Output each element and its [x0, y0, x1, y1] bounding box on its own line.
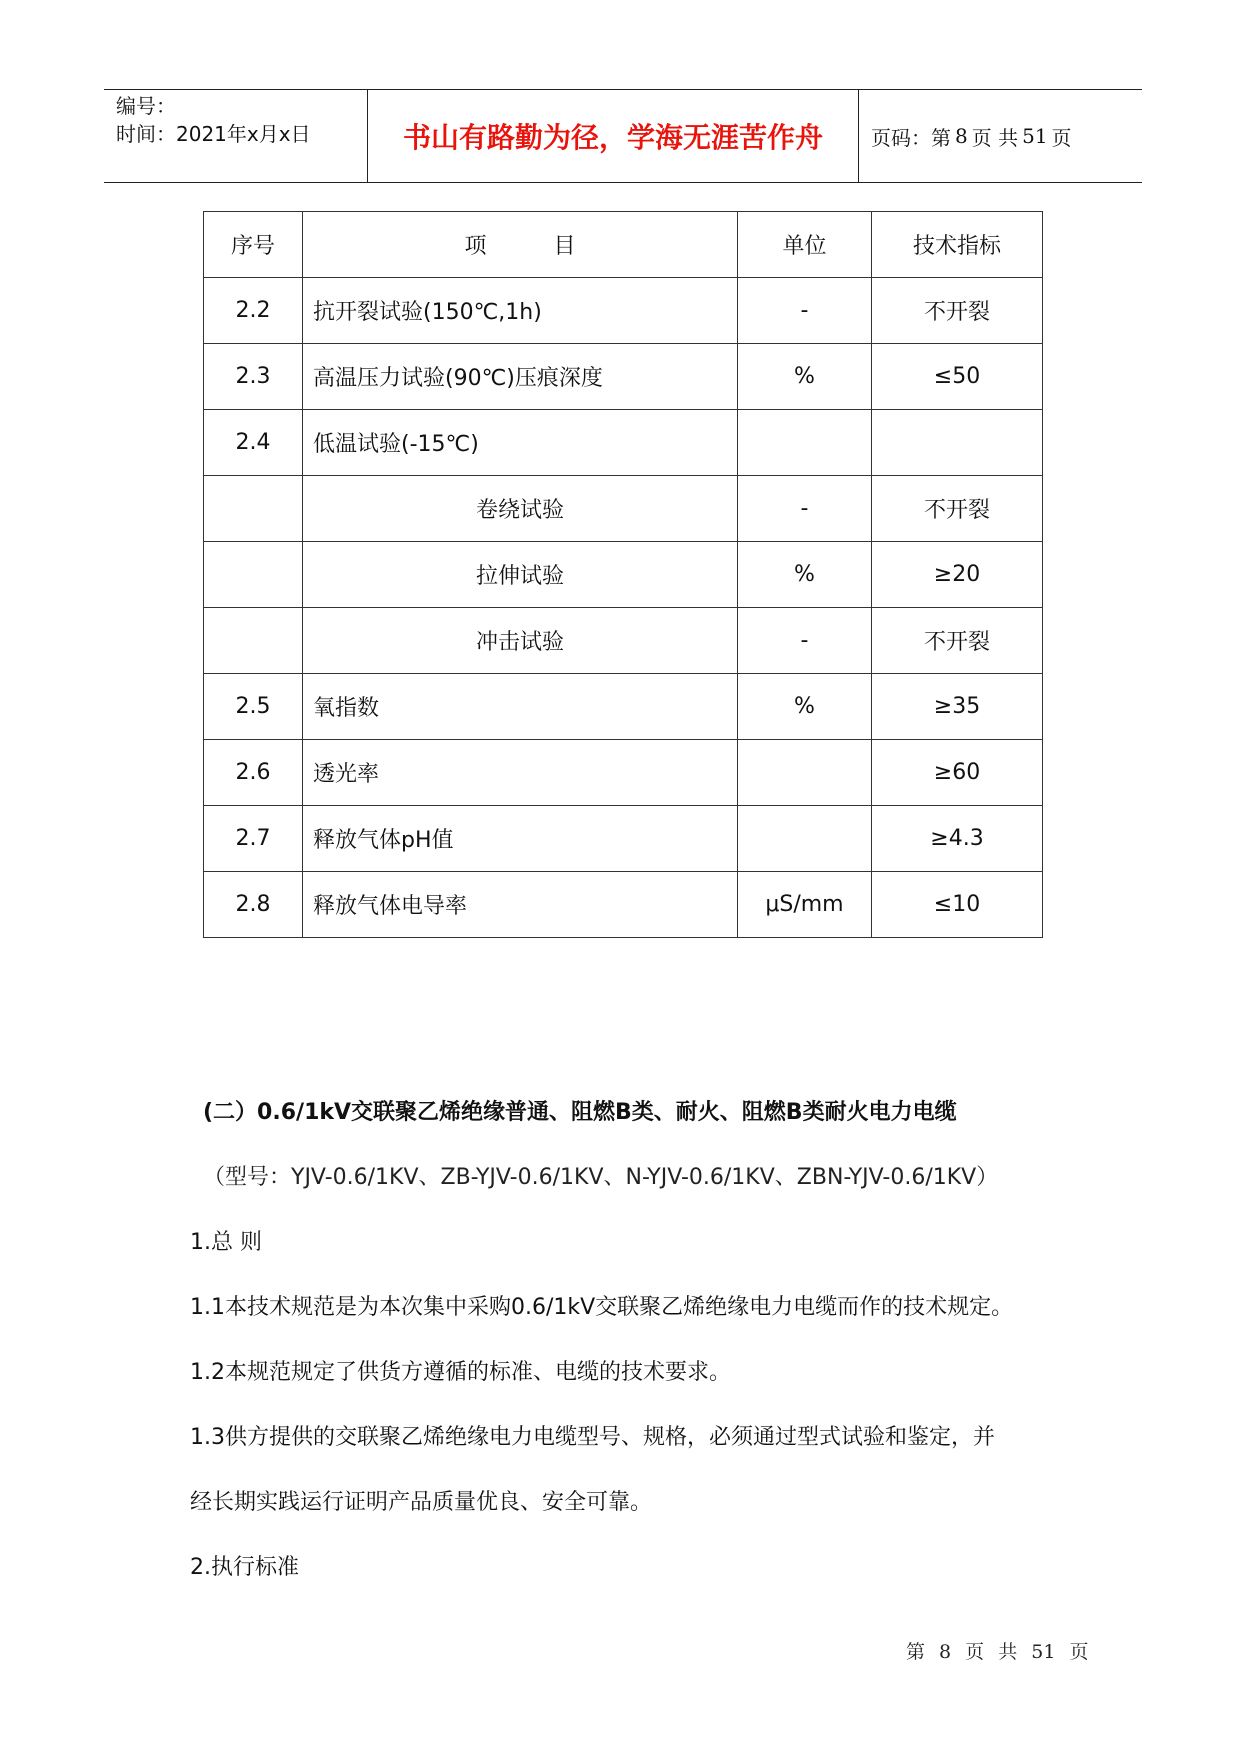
table-header-row	[204, 212, 1043, 278]
cell-tech: ≥4.3	[872, 806, 1043, 872]
col-header-no: 序号	[204, 212, 303, 278]
general-heading: 1.总 则	[190, 1230, 262, 1255]
page-header	[104, 89, 1142, 183]
cell-unit: %	[738, 542, 872, 608]
table-row	[204, 806, 1043, 872]
cell-unit: -	[738, 608, 872, 674]
cell-item: 高温压力试验(90℃)压痕深度	[303, 344, 738, 410]
table-row	[204, 410, 1043, 476]
header-page-number	[859, 90, 1142, 182]
table-body	[204, 278, 1043, 938]
table-row	[204, 608, 1043, 674]
cell-no: 2.3	[204, 344, 303, 410]
table-row	[204, 674, 1043, 740]
cell-unit: μS/mm	[738, 872, 872, 938]
table-row	[204, 278, 1043, 344]
cell-tech: 不开裂	[872, 476, 1043, 542]
cell-no: 2.4	[204, 410, 303, 476]
header-motto: 书山有路勤为径，学海无涯苦作舟	[368, 90, 859, 182]
table-row	[204, 344, 1043, 410]
cell-tech: ≥20	[872, 542, 1043, 608]
serial-label: 编号：	[116, 94, 176, 118]
cell-unit	[738, 410, 872, 476]
cell-unit: %	[738, 344, 872, 410]
paragraph-1-2: 1.2本规范规定了供货方遵循的标准、电缆的技术要求。	[190, 1360, 731, 1385]
col-header-tech: 技术指标	[872, 212, 1043, 278]
cell-no: 2.6	[204, 740, 303, 806]
model-line: （型号：YJV-0.6/1KV、ZB-YJV-0.6/1KV、N-YJV-0.6/1KV、ZBN-YJV-0.6/1KV）	[203, 1165, 999, 1190]
cell-item: 释放气体电导率	[303, 872, 738, 938]
page-total: 51	[1022, 124, 1048, 148]
cell-unit	[738, 740, 872, 806]
cell-unit: %	[738, 674, 872, 740]
cell-tech: ≥60	[872, 740, 1043, 806]
cell-unit	[738, 806, 872, 872]
cell-no: 2.8	[204, 872, 303, 938]
table-row	[204, 872, 1043, 938]
paragraph-1-3: 1.3供方提供的交联聚乙烯绝缘电力电缆型号、规格，必须通过型式试验和鉴定，并	[190, 1425, 995, 1450]
section-title: (二）0.6/1kV交联聚乙烯绝缘普通、阻燃B类、耐火、阻燃B类耐火电力电缆	[203, 1100, 957, 1125]
cell-tech: ≤10	[872, 872, 1043, 938]
page-current: 8	[955, 124, 968, 148]
cell-no	[204, 608, 303, 674]
page-suffix: 页	[1051, 125, 1072, 150]
cell-item: 透光率	[303, 740, 738, 806]
cell-no	[204, 542, 303, 608]
spec-table	[203, 211, 1043, 938]
cell-tech: 不开裂	[872, 608, 1043, 674]
cell-no: 2.5	[204, 674, 303, 740]
cell-tech: ≥35	[872, 674, 1043, 740]
standards-heading: 2.执行标准	[190, 1555, 299, 1580]
cell-item: 低温试验(-15℃)	[303, 410, 738, 476]
cell-tech: ≤50	[872, 344, 1043, 410]
cell-item: 卷绕试验	[303, 476, 738, 542]
cell-item: 抗开裂试验(150℃,1h)	[303, 278, 738, 344]
table-row	[204, 740, 1043, 806]
cell-tech	[872, 410, 1043, 476]
cell-item: 拉伸试验	[303, 542, 738, 608]
cell-no: 2.7	[204, 806, 303, 872]
header-info	[104, 90, 368, 182]
cell-no	[204, 476, 303, 542]
time-label: 时间：2021年x月x日	[116, 122, 311, 146]
cell-no: 2.2	[204, 278, 303, 344]
cell-tech: 不开裂	[872, 278, 1043, 344]
page-footer: 第 8 页 共 51 页	[906, 1641, 1089, 1663]
cell-item: 氧指数	[303, 674, 738, 740]
cell-item: 冲击试验	[303, 608, 738, 674]
page-mid: 页 共	[971, 125, 1019, 150]
col-header-unit: 单位	[738, 212, 872, 278]
page-prefix: 页码：第	[871, 125, 951, 150]
paragraph-1-1: 1.1本技术规范是为本次集中采购0.6/1kV交联聚乙烯绝缘电力电缆而作的技术规定。	[190, 1295, 1014, 1320]
paragraph-1-3-cont: 经长期实践运行证明产品质量优良、安全可靠。	[190, 1490, 653, 1515]
cell-item: 释放气体pH值	[303, 806, 738, 872]
table-row	[204, 476, 1043, 542]
cell-unit: -	[738, 278, 872, 344]
table-row	[204, 542, 1043, 608]
col-header-item: 项 目	[303, 212, 738, 278]
cell-unit: -	[738, 476, 872, 542]
